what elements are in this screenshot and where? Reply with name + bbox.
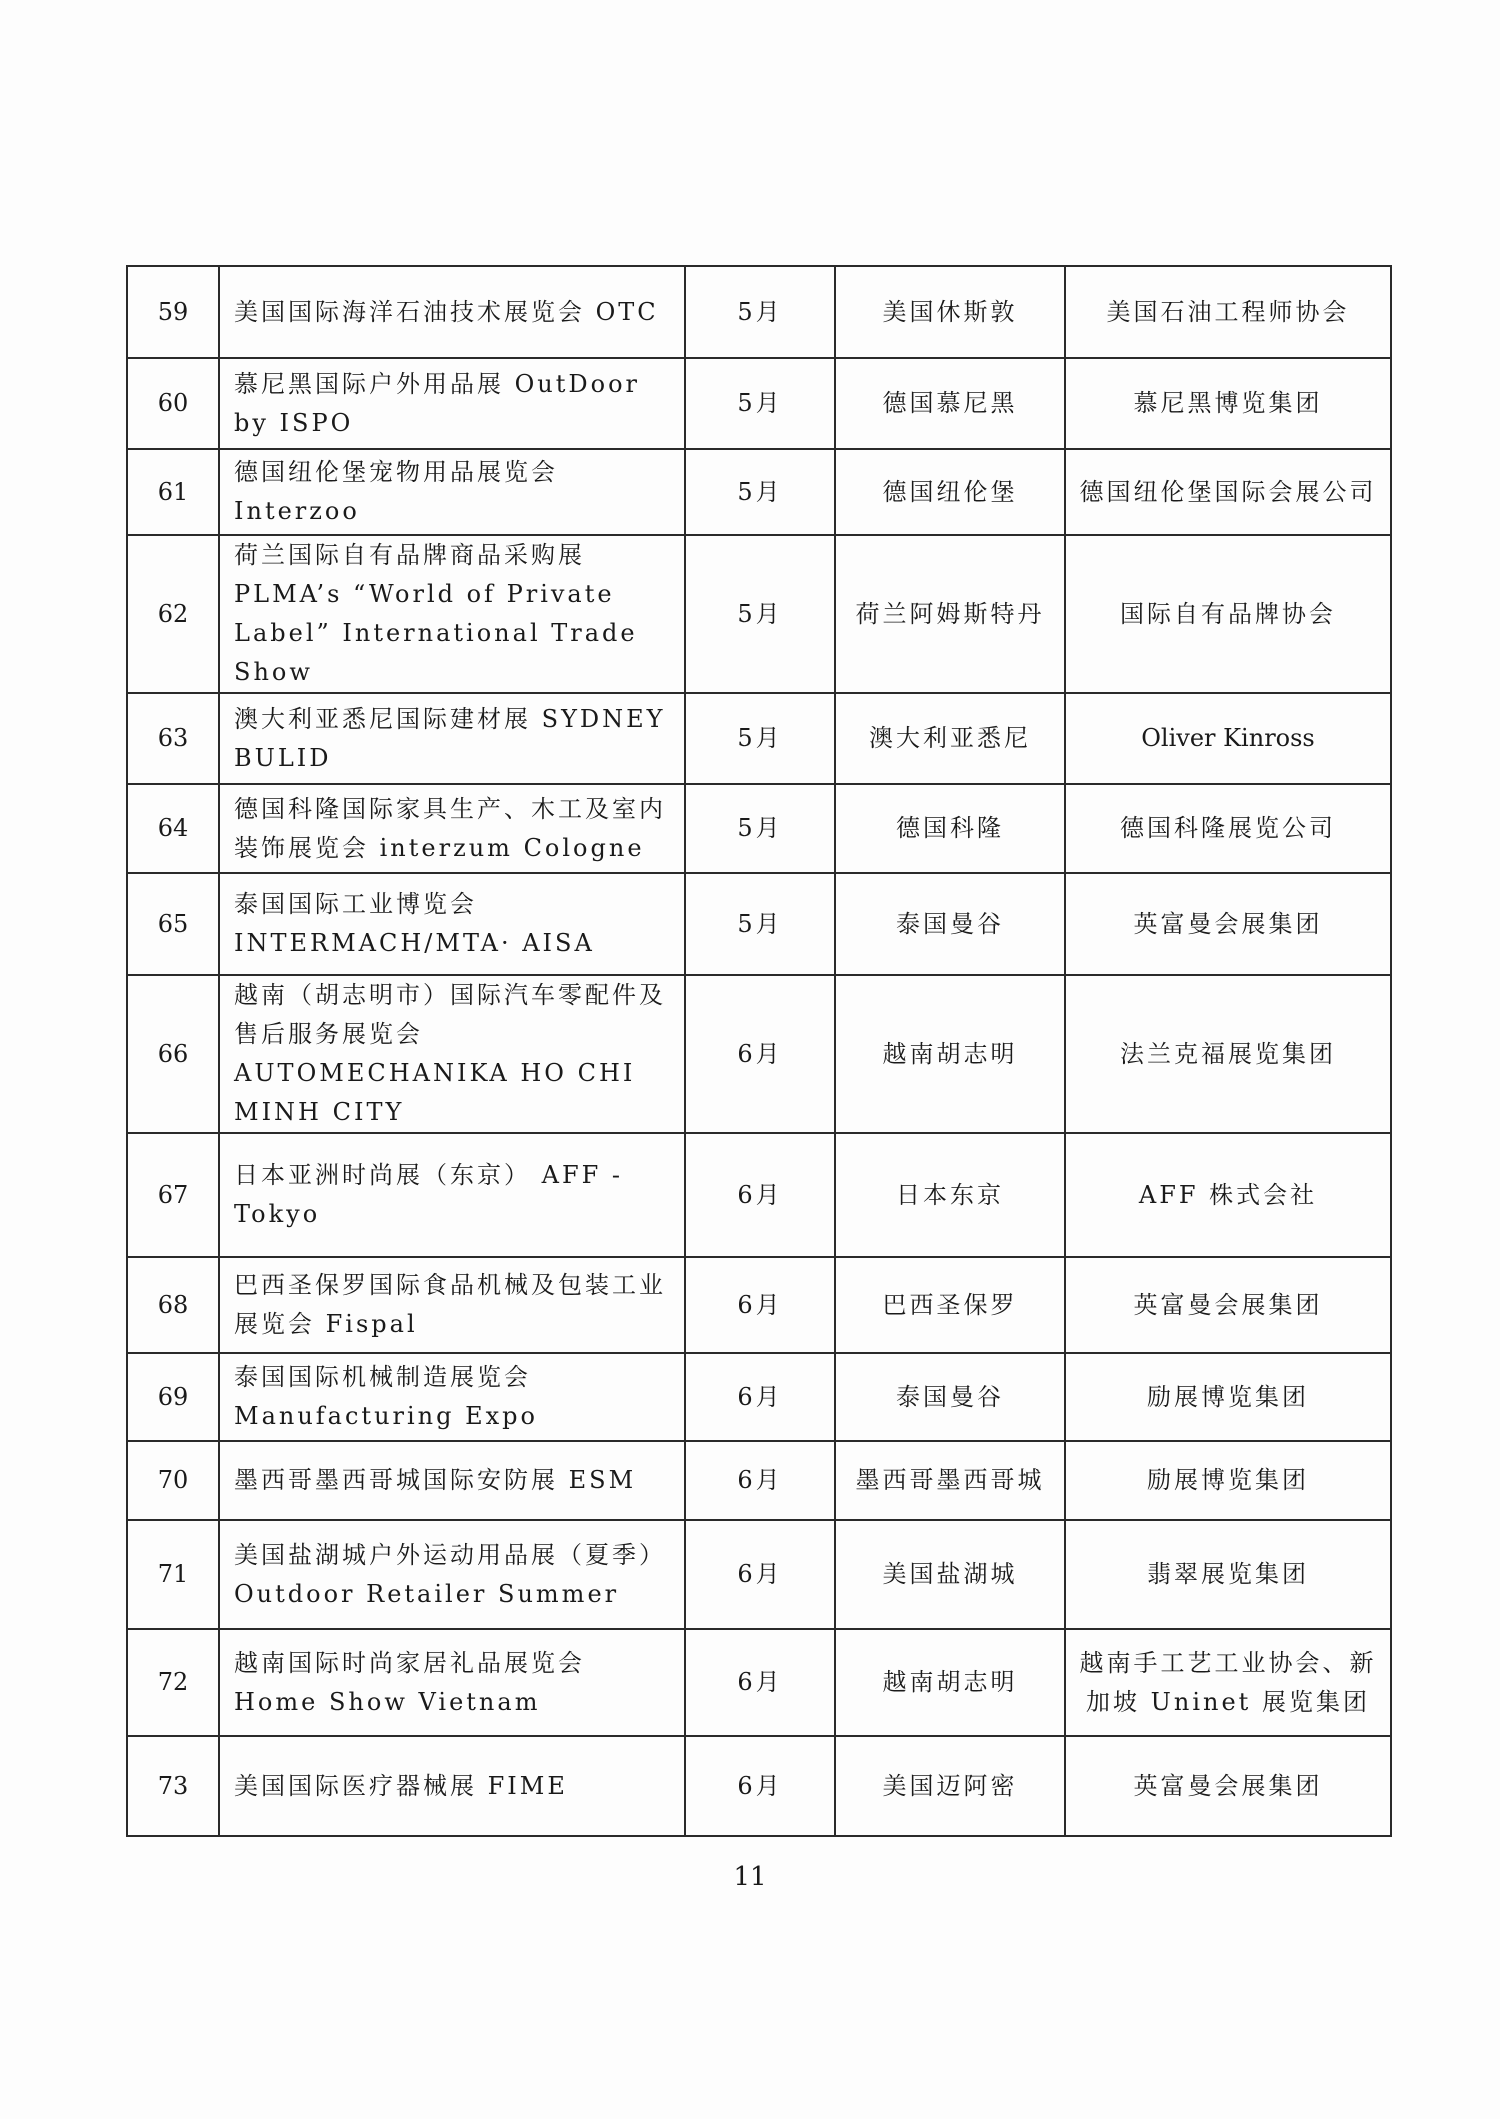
exhibition-month: 6月 xyxy=(685,1629,835,1736)
exhibition-name: 德国科隆国际家具生产、木工及室内装饰展览会 interzum Cologne xyxy=(219,784,685,873)
exhibition-month: 5月 xyxy=(685,693,835,784)
row-number: 67 xyxy=(127,1133,219,1257)
row-number: 66 xyxy=(127,975,219,1133)
exhibition-name: 美国国际海洋石油技术展览会 OTC xyxy=(219,266,685,358)
exhibition-organizer: 英富曼会展集团 xyxy=(1065,1736,1391,1836)
exhibition-city: 泰国曼谷 xyxy=(835,873,1065,975)
page-number: 11 xyxy=(733,1862,767,1892)
exhibition-organizer: 励展博览集团 xyxy=(1065,1353,1391,1441)
exhibition-city: 德国纽伦堡 xyxy=(835,449,1065,535)
exhibition-name: 慕尼黑国际户外用品展 OutDoor by ISPO xyxy=(219,358,685,449)
exhibition-city: 德国慕尼黑 xyxy=(835,358,1065,449)
table-row xyxy=(127,535,1391,693)
table-row xyxy=(127,1441,1391,1520)
table-row xyxy=(127,1257,1391,1353)
exhibition-organizer: 英富曼会展集团 xyxy=(1065,873,1391,975)
exhibition-organizer: AFF 株式会社 xyxy=(1065,1133,1391,1257)
exhibition-name: 德国纽伦堡宠物用品展览会 Interzoo xyxy=(219,449,685,535)
table-row xyxy=(127,1520,1391,1629)
exhibition-month: 5月 xyxy=(685,358,835,449)
table-row xyxy=(127,975,1391,1133)
exhibition-name: 墨西哥墨西哥城国际安防展 ESM xyxy=(219,1441,685,1520)
row-number: 72 xyxy=(127,1629,219,1736)
exhibition-month: 6月 xyxy=(685,1736,835,1836)
exhibition-organizer: Oliver Kinross xyxy=(1065,693,1391,784)
exhibition-name: 美国国际医疗器械展 FIME xyxy=(219,1736,685,1836)
exhibition-organizer: 德国科隆展览公司 xyxy=(1065,784,1391,873)
exhibition-name: 巴西圣保罗国际食品机械及包装工业展览会 Fispal xyxy=(219,1257,685,1353)
row-number: 59 xyxy=(127,266,219,358)
exhibition-organizer: 励展博览集团 xyxy=(1065,1441,1391,1520)
exhibition-name: 越南（胡志明市）国际汽车零配件及售后服务展览会 AUTOMECHANIKA HO CHI MINH CITY xyxy=(219,975,685,1133)
exhibition-month: 5月 xyxy=(685,784,835,873)
exhibition-month: 5月 xyxy=(685,535,835,693)
row-number: 62 xyxy=(127,535,219,693)
table-row xyxy=(127,873,1391,975)
exhibition-organizer: 翡翠展览集团 xyxy=(1065,1520,1391,1629)
exhibition-name: 荷兰国际自有品牌商品采购展 PLMA’s “World of Private Label” International Trade Show xyxy=(219,535,685,693)
table-row xyxy=(127,449,1391,535)
exhibition-organizer: 慕尼黑博览集团 xyxy=(1065,358,1391,449)
row-number: 68 xyxy=(127,1257,219,1353)
exhibition-table xyxy=(126,265,1392,1837)
table-row xyxy=(127,693,1391,784)
exhibition-month: 5月 xyxy=(685,266,835,358)
exhibition-city: 泰国曼谷 xyxy=(835,1353,1065,1441)
exhibition-name: 日本亚洲时尚展（东京） AFF - Tokyo xyxy=(219,1133,685,1257)
row-number: 69 xyxy=(127,1353,219,1441)
exhibition-city: 德国科隆 xyxy=(835,784,1065,873)
row-number: 60 xyxy=(127,358,219,449)
row-number: 70 xyxy=(127,1441,219,1520)
row-number: 73 xyxy=(127,1736,219,1836)
exhibition-month: 6月 xyxy=(685,1353,835,1441)
exhibition-city: 越南胡志明 xyxy=(835,1629,1065,1736)
exhibition-organizer: 法兰克福展览集团 xyxy=(1065,975,1391,1133)
exhibition-month: 6月 xyxy=(685,1441,835,1520)
table-row xyxy=(127,1629,1391,1736)
row-number: 64 xyxy=(127,784,219,873)
table-row xyxy=(127,266,1391,358)
exhibition-organizer: 美国石油工程师协会 xyxy=(1065,266,1391,358)
exhibition-city: 美国迈阿密 xyxy=(835,1736,1065,1836)
exhibition-city: 美国休斯敦 xyxy=(835,266,1065,358)
exhibition-month: 6月 xyxy=(685,1257,835,1353)
row-number: 63 xyxy=(127,693,219,784)
exhibition-month: 5月 xyxy=(685,873,835,975)
exhibition-city: 澳大利亚悉尼 xyxy=(835,693,1065,784)
exhibition-organizer: 越南手工艺工业协会、新加坡 Uninet 展览集团 xyxy=(1065,1629,1391,1736)
exhibition-month: 6月 xyxy=(685,1133,835,1257)
exhibition-name: 美国盐湖城户外运动用品展（夏季） Outdoor Retailer Summer xyxy=(219,1520,685,1629)
exhibition-month: 6月 xyxy=(685,975,835,1133)
row-number: 71 xyxy=(127,1520,219,1629)
row-number: 61 xyxy=(127,449,219,535)
exhibition-city: 巴西圣保罗 xyxy=(835,1257,1065,1353)
exhibition-organizer: 英富曼会展集团 xyxy=(1065,1257,1391,1353)
table-row xyxy=(127,358,1391,449)
exhibition-name: 澳大利亚悉尼国际建材展 SYDNEY BULID xyxy=(219,693,685,784)
exhibition-city: 美国盐湖城 xyxy=(835,1520,1065,1629)
exhibition-city: 墨西哥墨西哥城 xyxy=(835,1441,1065,1520)
exhibition-city: 荷兰阿姆斯特丹 xyxy=(835,535,1065,693)
table-row xyxy=(127,1133,1391,1257)
exhibition-city: 越南胡志明 xyxy=(835,975,1065,1133)
table-row xyxy=(127,1736,1391,1836)
exhibition-name: 泰国国际工业博览会 INTERMACH/MTA· AISA xyxy=(219,873,685,975)
exhibition-name: 泰国国际机械制造展览会 Manufacturing Expo xyxy=(219,1353,685,1441)
table-row xyxy=(127,1353,1391,1441)
exhibition-organizer: 国际自有品牌协会 xyxy=(1065,535,1391,693)
exhibition-month: 6月 xyxy=(685,1520,835,1629)
exhibition-name: 越南国际时尚家居礼品展览会 Home Show Vietnam xyxy=(219,1629,685,1736)
exhibition-city: 日本东京 xyxy=(835,1133,1065,1257)
row-number: 65 xyxy=(127,873,219,975)
exhibition-month: 5月 xyxy=(685,449,835,535)
table-row xyxy=(127,784,1391,873)
exhibition-organizer: 德国纽伦堡国际会展公司 xyxy=(1065,449,1391,535)
